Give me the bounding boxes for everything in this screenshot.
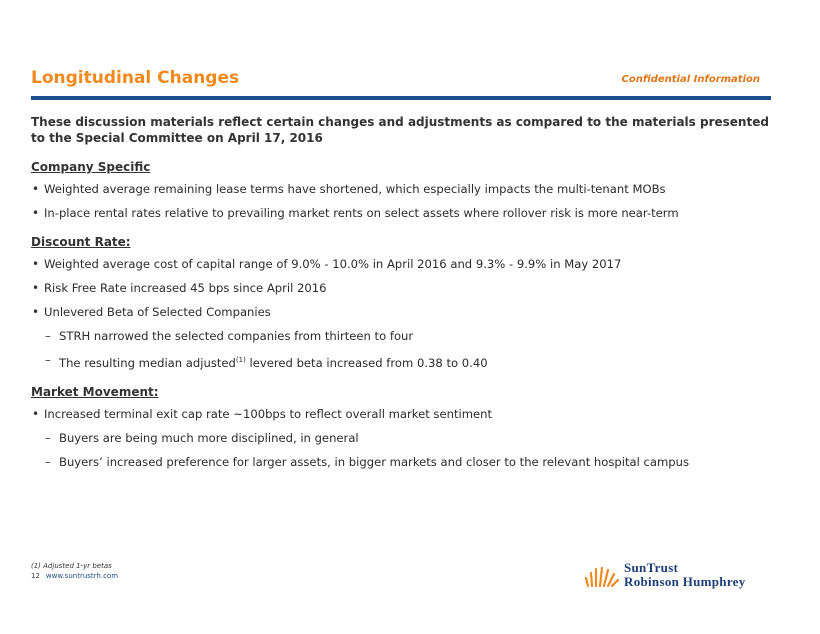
sunburst-icon: [584, 560, 620, 588]
footnote-marker: (1): [235, 356, 246, 364]
footnote: (1) Adjusted 1-yr betas: [31, 562, 112, 570]
header-divider: [31, 96, 771, 100]
bullet-item: • Unlevered Beta of Selected Companies: [31, 305, 771, 320]
section-heading-market-movement: Market Movement:: [31, 384, 159, 399]
sub-bullet-item: – Buyers are being much more disciplined, in general: [31, 431, 771, 446]
section-heading-company-specific: Company Specific: [31, 160, 151, 174]
bullet-item: • Increased terminal exit cap rate ~100bps to reflect overall market sentiment: [31, 407, 771, 422]
bullet-item: • Risk Free Rate increased 45 bps since April 2016: [31, 281, 771, 296]
bullet-item: • Weighted average remaining lease terms have shortened, which especially impacts the multi-tenant MOBs: [31, 182, 771, 197]
content-body: [31, 114, 771, 479]
bullet-item: • In-place rental rates relative to prevailing market rents on select assets where rollover risk is more near-term: [31, 206, 771, 221]
logo-text-robinson-humphrey: Robinson Humphrey: [624, 574, 746, 589]
intro-paragraph: These discussion materials reflect certain changes and adjustments as compared to the materials presented to the Special Committee on April 17, 2016: [31, 115, 769, 145]
page-title: Longitudinal Changes: [31, 68, 240, 88]
sub-bullet-item: – STRH narrowed the selected companies from thirteen to four: [31, 329, 771, 344]
logo-text-suntrust: SunTrust: [624, 560, 679, 575]
page-number: 12: [31, 572, 40, 580]
sub-bullet-text: The resulting median adjusted: [59, 355, 236, 370]
confidential-label: Confidential Information: [621, 74, 760, 85]
sub-bullet-item: – Buyers’ increased preference for larger assets, in bigger markets and closer to the relevant hospital campus: [31, 455, 771, 470]
suntrust-logo: [584, 556, 764, 590]
sub-bullet-item: [31, 353, 771, 371]
website-link[interactable]: www.suntrustrh.com: [45, 572, 119, 580]
bullet-item: • Weighted average cost of capital range of 9.0% - 10.0% in April 2016 and 9.3% - 9.9% in May 2017: [31, 257, 771, 272]
section-heading-discount-rate: Discount Rate:: [31, 235, 131, 249]
footer-page-line: [31, 572, 118, 580]
sub-bullet-text: levered beta increased from 0.38 to 0.40: [245, 355, 488, 370]
